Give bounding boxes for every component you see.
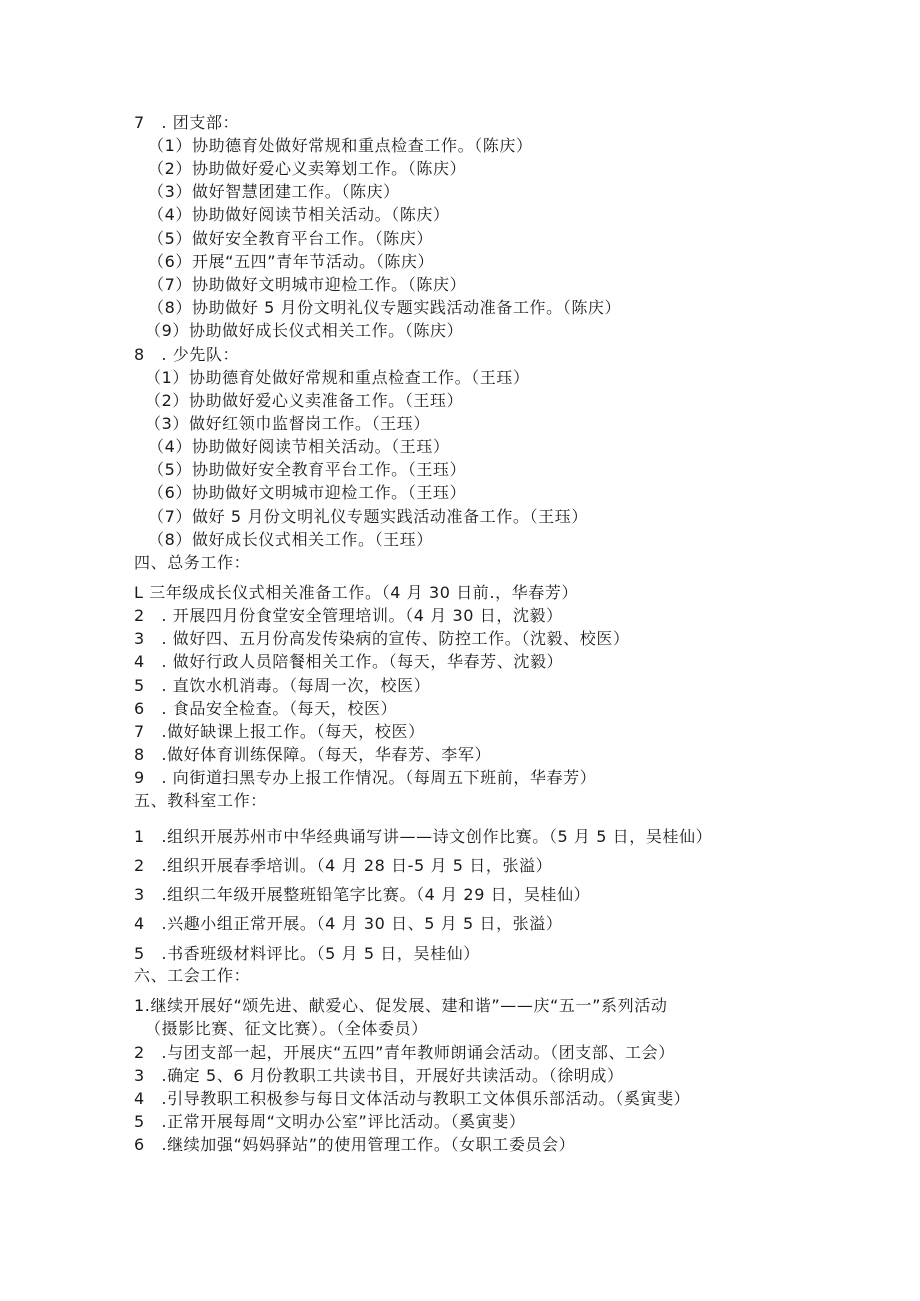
list-item: L 三年级成长仪式相关准备工作。（4 月 30 日前.，华春芳）: [134, 583, 579, 602]
list-item: （1）协助德育处做好常规和重点检查工作。（陈庆）: [148, 136, 533, 155]
list-item: （6）协助做好文明城市迎检工作。（王珏）: [148, 483, 467, 502]
list-item: （4）协助做好阅读节相关活动。（陈庆）: [148, 205, 450, 224]
list-item: 5 .书香班级材料评比。（5 月 5 日，吴桂仙）: [134, 944, 480, 963]
list-item: （1）协助德育处做好常规和重点检查工作。（王珏）: [145, 368, 530, 387]
section-heading-youth-league: 7 . 团支部：: [134, 113, 240, 132]
section-heading-education-research: 五、教科室工作：: [134, 791, 267, 810]
list-item: 2 .组织开展春季培训。（4 月 28 日-5 月 5 日，张溢）: [134, 856, 553, 875]
list-item: （8）做好成长仪式相关工作。（王珏）: [148, 530, 433, 549]
list-item: （2）协助做好爱心义卖筹划工作。（陈庆）: [148, 159, 467, 178]
list-item: （4）协助做好阅读节相关活动。（王珏）: [148, 437, 450, 456]
list-item: （5）协助做好安全教育平台工作。（王珏）: [148, 460, 467, 479]
list-item: 1.继续开展好“颂先进、献爱心、促发展、建和谐”——庆“五一”系列活动: [134, 996, 668, 1015]
list-item: 3 .确定 5、6 月份教职工共读书目，开展好共读活动。（徐明成）: [134, 1066, 624, 1085]
list-item: （7）协助做好文明城市迎检工作。（陈庆）: [148, 275, 467, 294]
list-item: 3 . 做好四、五月份高发传染病的宣传、防控工作。（沈毅、校医）: [134, 629, 630, 648]
section-heading-young-pioneers: 8 . 少先队：: [134, 345, 240, 364]
list-item: （2）协助做好爱心义卖准备工作。（王珏）: [145, 391, 464, 410]
list-item: 4 . 做好行政人员陪餐相关工作。（每天，华春芳、沈毅）: [134, 652, 564, 671]
list-item: 2 .与团支部一起，开展庆“五四”青年教师朗诵会活动。（团支部、工会）: [134, 1043, 675, 1062]
list-item: 4 .引导教职工积极参与每日文体活动与教职工文体俱乐部活动。（奚寅斐）: [134, 1089, 691, 1108]
list-item: 9 . 向街道扫黑专办上报工作情况。（每周五下班前，华春芳）: [134, 768, 597, 787]
list-item: 7 .做好缺课上报工作。（每天，校医）: [134, 722, 425, 741]
list-item: （3）做好红领巾监督岗工作。（王珏）: [145, 414, 430, 433]
list-item: （5）做好安全教育平台工作。（陈庆）: [148, 229, 433, 248]
list-item: 8 .做好体育训练保障。（每天，华春芳、李军）: [134, 745, 492, 764]
section-heading-general-affairs: 四、总务工作：: [134, 553, 251, 572]
list-item: （3）做好智慧团建工作。（陈庆）: [148, 182, 400, 201]
list-item: （6）开展“五四”青年节活动。（陈庆）: [148, 252, 435, 271]
list-item: （9）协助做好成长仪式相关工作。（陈庆）: [145, 321, 464, 340]
list-item: 4 .兴趣小组正常开展。（4 月 30 日、5 月 5 日，张溢）: [134, 914, 563, 933]
list-item: （7）做好 5 月份文明礼仪专题实践活动准备工作。（王珏）: [148, 507, 588, 526]
list-item: 2 . 开展四月份食堂安全管理培训。（4 月 30 日，沈毅）: [134, 606, 563, 625]
list-item: 6 . 食品安全检查。（每天，校医）: [134, 699, 398, 718]
list-item: （8）协助做好 5 月份文明礼仪专题实践活动准备工作。（陈庆）: [148, 298, 622, 317]
section-heading-labor-union: 六、工会工作：: [134, 966, 251, 985]
list-item-continuation: （摄影比赛、征文比赛）。（全体委员）: [145, 1019, 428, 1038]
list-item: 5 .正常开展每周“文明办公室”评比活动。（奚寅斐）: [134, 1112, 526, 1131]
list-item: 5 . 直饮水机消毒。（每周一次，校医）: [134, 676, 431, 695]
list-item: 3 .组织二年级开展整班铅笔字比赛。（4 月 29 日，吴桂仙）: [134, 885, 591, 904]
list-item: 1 .组织开展苏州市中华经典诵写讲——诗文创作比赛。（5 月 5 日，吴桂仙）: [134, 827, 713, 846]
list-item: 6 .继续加强“妈妈驿站”的使用管理工作。（女职工委员会）: [134, 1135, 576, 1154]
